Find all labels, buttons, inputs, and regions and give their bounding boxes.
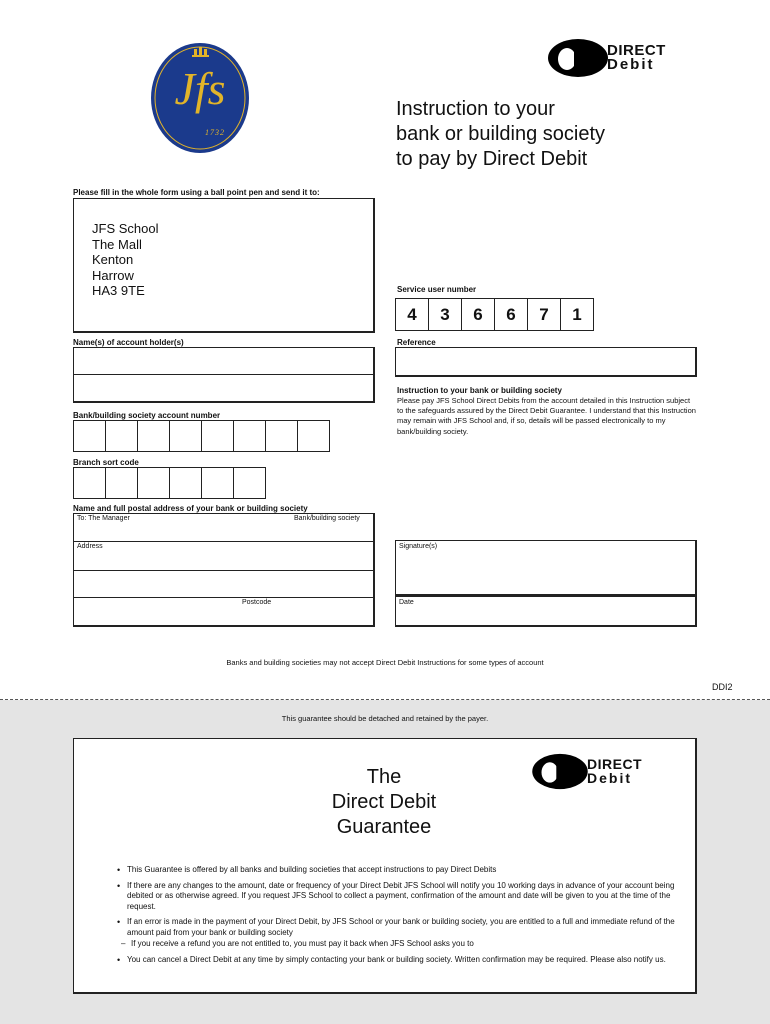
form-instructions: Please fill in the whole form using a ball point pen and send it to: <box>73 188 320 197</box>
reference-label: Reference <box>397 338 436 347</box>
guarantee-subitem: – If you receive a refund you are not entitled to, you must pay it back when JFS School asks you to <box>117 939 682 950</box>
service-user-digit: 7 <box>527 298 561 331</box>
date-field[interactable] <box>395 596 697 627</box>
address-line: The Mall <box>92 236 142 252</box>
to-manager-label: To: The Manager <box>77 515 130 522</box>
form-code: DDI2 <box>712 682 733 692</box>
account-number-label: Bank/building society account number <box>73 411 221 420</box>
service-user-digit: 6 <box>461 298 495 331</box>
title-line: Instruction to your <box>396 98 555 120</box>
title-line: bank or building society <box>396 123 606 145</box>
sort-code-cell[interactable] <box>169 467 202 499</box>
sort-code-label: Branch sort code <box>73 458 139 467</box>
postcode-label: Postcode <box>242 599 272 606</box>
sort-code-cell[interactable] <box>201 467 234 499</box>
account-number-cell[interactable] <box>201 420 234 452</box>
instruction-heading: Instruction to your bank or building society <box>397 386 562 395</box>
signature-field[interactable] <box>395 540 697 596</box>
service-user-number <box>395 298 593 331</box>
title-line: to pay by Direct Debit <box>396 148 588 170</box>
guarantee-title-line: Direct Debit <box>331 791 437 813</box>
direct-debit-logo-line2: Debit <box>607 56 655 73</box>
direct-debit-logo-line2: Debit <box>587 769 632 786</box>
bank-society-label: Bank/building society <box>294 515 360 522</box>
account-number-cell[interactable] <box>233 420 266 452</box>
address-line: Kenton <box>92 252 134 267</box>
reference-field[interactable] <box>395 347 697 377</box>
guarantee-title-line: The <box>366 766 402 788</box>
sort-code-cell[interactable] <box>233 467 266 499</box>
page-title <box>396 97 605 172</box>
guarantee-title <box>279 765 489 840</box>
guarantee-title-line: Guarantee <box>336 816 432 838</box>
direct-debit-logo <box>531 753 642 790</box>
send-to-address-box <box>73 198 375 333</box>
divider <box>74 374 373 375</box>
account-number-cell[interactable] <box>73 420 106 452</box>
jfs-logo-text: Jfs <box>174 63 226 114</box>
account-number-field[interactable] <box>73 420 329 452</box>
address-line: HA3 9TE <box>92 283 145 298</box>
address-label: Address <box>77 543 103 550</box>
account-holder-field[interactable] <box>73 347 375 403</box>
guarantee-list <box>117 865 682 970</box>
instruction-text: Please pay JFS School Direct Debits from the account detailed in this Instruction subject to the safeguards assured by the Direct Debit Guarantee. I understand that this Instruction may remain with JFS School and, if so, details will be passed electronically to my bank/building society. <box>397 396 696 436</box>
account-number-cell[interactable] <box>169 420 202 452</box>
divider <box>74 570 373 571</box>
sort-code-field[interactable] <box>73 467 265 499</box>
guarantee-item: • If there are any changes to the amount, date or frequency of your Direct Debit JFS School will notify you 10 working days in advance of your account being debited or as otherwise agreed. If you request JFS School to collect a payment, confirmation of the amount and date will be given to you at the time of the request. <box>117 881 682 913</box>
divider <box>74 541 373 542</box>
account-holder-label: Name(s) of account holder(s) <box>73 338 184 347</box>
guarantee-box <box>73 738 697 994</box>
service-user-digit: 1 <box>560 298 594 331</box>
service-user-digit: 6 <box>494 298 528 331</box>
sort-code-cell[interactable] <box>73 467 106 499</box>
service-user-digit: 4 <box>395 298 429 331</box>
direct-debit-logo-line1: DIRECT <box>607 41 666 59</box>
address-line: JFS School <box>92 221 159 236</box>
direct-debit-logo-mark <box>547 38 609 78</box>
guarantee-item: • This Guarantee is offered by all banks and building societies that accept instructions to pay Direct Debits <box>117 865 682 876</box>
signature-label: Signature(s) <box>399 543 438 550</box>
service-user-digit: 3 <box>428 298 462 331</box>
jfs-logo-year: 1732 <box>205 128 225 137</box>
address-line: Harrow <box>92 267 134 283</box>
sort-code-cell[interactable] <box>137 467 170 499</box>
footer-note: Banks and building societies may not accept Direct Debit Instructions for some types of account <box>226 658 544 667</box>
account-number-cell[interactable] <box>265 420 298 452</box>
direct-debit-logo <box>547 38 666 78</box>
guarantee-item: • If an error is made in the payment of your Direct Debit, by JFS School or your bank or building society, you are entitled to a full and immediate refund of the amount paid from your bank or building society <box>117 917 682 938</box>
service-user-label: Service user number <box>397 285 477 294</box>
jfs-logo <box>150 42 250 154</box>
direct-debit-logo-line1: DIRECT <box>587 756 643 773</box>
guarantee-item: • You can cancel a Direct Debit at any time by simply contacting your bank or building society. Written confirmation may be required. Please also notify us. <box>117 955 682 966</box>
date-label: Date <box>399 599 414 606</box>
detach-note: This guarantee should be detached and retained by the payer. <box>281 714 489 723</box>
bank-address-label: Name and full postal address of your bank or building society <box>73 504 308 513</box>
sort-code-cell[interactable] <box>105 467 138 499</box>
account-number-cell[interactable] <box>105 420 138 452</box>
direct-debit-logo-mark <box>531 753 589 790</box>
divider <box>74 597 373 598</box>
account-number-cell[interactable] <box>297 420 330 452</box>
account-number-cell[interactable] <box>137 420 170 452</box>
bank-address-box[interactable] <box>73 513 375 627</box>
